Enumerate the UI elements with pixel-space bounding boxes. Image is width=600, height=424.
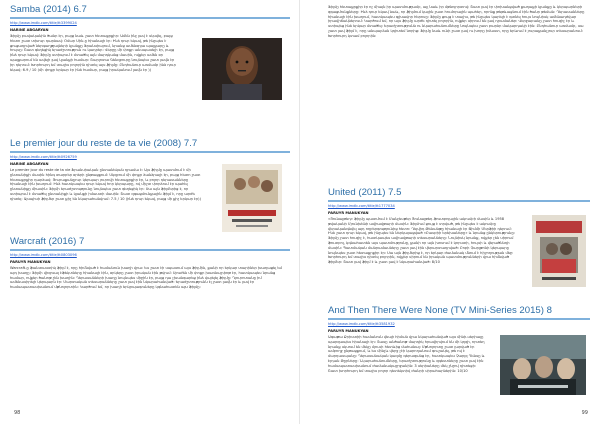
movie-entry-warcraft	[10, 236, 290, 290]
movie-title: Le premier jour du reste de ta vie (2008) 7.7	[10, 138, 198, 149]
review-text	[328, 217, 518, 265]
movie-title: And Then There Were None (TV Mini-Series 2015) 8	[328, 305, 552, 316]
movie-entry-and-then-there-were-none	[328, 305, 590, 373]
movie-entry-united	[328, 187, 590, 305]
reviewer-name: PARUYR MANUKYAN	[10, 260, 51, 264]
poster-art	[222, 164, 282, 232]
imdb-link[interactable]: http://www.imdb.com/title/tt0803096	[10, 253, 77, 257]
imdb-link[interactable]: http://www.imdb.com/title/tt3399024	[10, 21, 77, 25]
poster-art	[202, 38, 282, 100]
poster-art	[532, 215, 586, 287]
title-rule	[328, 200, 590, 202]
title-rule	[328, 318, 590, 320]
movie-poster-united	[532, 215, 586, 287]
movie-entry-le-premier-jour	[10, 138, 290, 236]
review-text	[328, 335, 486, 373]
review-paragraph: Le premier jour du reste de ta vie Ֆրանսիական ընտանեկան դրամա է: Այս ֆիլմը պատմում է մի ընտանիքի մասին հինգ տարբեր օրերի ընթացքում: Սկզբում մի փոքր ձանձրալի էր, բայց հետո շատ հետաքրքիր դարձավ: Յուրաքանչյուր կերպար յուրովի հետաքրքիր էր, և բոլոր դերասանները հիանալի էին խաղում: Ինձ հատկապես դուր եկավ հոր կերպարը, ով միշտ փորձում էր պահել ընտանիքը միասին: Ֆիլմի երաժշտությունը նույնպես շատ գեղեցիկ էր: Սա այն ֆիլմերից է, որ ստիպում է մտածել ընտանիքի և կյանքի իմաստի մասին: Շատ զգացմունքային ֆիլմ է, որը արժե դիտել: Այսպիսի ֆիլմեր շատ քիչ են նկարահանվում: 7.5 / 10 (ինձ դուր եկավ, բայց մի քիչ երկար էր))	[10, 168, 201, 201]
poster-art	[500, 335, 586, 395]
movie-poster-samba	[202, 38, 282, 100]
title-rule	[10, 17, 290, 19]
reviewer-name: NARINE ABGARYAN	[10, 28, 49, 32]
reviewer-name: PARUYR MANUKYAN	[328, 329, 369, 333]
review-paragraph: Warcraft-ը ֆանտաստիկ ֆիլմ է, որը հիմնված է համանուն խաղի վրա: Ես շատ էի սպասում այս ֆիլմին, քանի որ երկար տարիներ խաղացել եմ այդ խաղը: Ֆիլմի վիզուալ էֆեկտները հիանալի էին, օրկերը շատ իրական էին թվում: Սյուժեն մի փոքր խառնաշփոթ էր, հատկապես նրանց համար, ովքեր ծանոթ չեն խաղին: Դերասանների խաղը նույնպես միջին էր, բայց դա չխանգարեց ինձ վայելել ֆիլմը: Դյուրոտանը իմ ամենասիրելի կերպարն էր: Մարտական տեսարանները շատ լավ էին նկարահանված: Երաժշտությունն էլ շատ լավն էր և լավ էր համապատասխանում մթնոլորտին: Կարծում եմ, որ խաղի երկրպագուները կգնահատեն այս ֆիլմը:	[10, 266, 282, 290]
review-paragraph: Ֆիլմը հետաքրքիր էր ոչ միայն իր պատմությամբ, այլ նաև իր մթնոլորտով: Շատ լավ էր փոխանցված քաղաքի կյանքը և կերպարների զգացմունքները: Ինձ դուր եկավ նաև, որ ֆիլմում կային շատ հումորային պահեր, որոնք թեթևացնում էին ծանր թեման: Դերասանները հիանալի էին խաղում, հատկապես գլխավոր հերոսը: Ֆիլմը ցույց է տալիս, թե ինչպես կարելի է գտնել հույս նույնիսկ ամենադժվար իրավիճակներում: Կարծում եմ, որ այս ֆիլմը արժե դիտել բոլորին, ովքեր սիրում են լավ դրամաներ: Վերջաբանը շատ հուզիչ էր և ստիպեց ինձ երկար մտածել: Երաժշտությունն ու նկարահանումները նույնպես շատ բարձր մակարդակի էին: Ընդհանուր առմամբ, սա շատ լավ ֆիլմ է, որը անպայման կդիտեմ նորից: Ֆիլմը նաև ունի շատ լավ ու խորը իմաստ, որը երևում է յուրաքանչյուր տեսարանում: Խորհուրդ կտամ բոլորին:	[328, 5, 585, 38]
review-text	[10, 168, 206, 202]
review-paragraph: Ագաթա Քրիստիի համանուն վեպի հիման վրա նկարահանված այս մինի-սերիալը պարզապես հիանալի էր: Տասը անծանոթ մարդիկ հրավիրվում են մի կղզի, որտեղ նրանք սկսում են մեկը մյուսի հետևից մահանալ: Մթնոլորտը շատ լարված էր ամբողջ ընթացքում, և ես մինչև վերջ չէի կարողանում գուշակել, թե ով է մարդասպանը: Դերասանական կազմը գերազանց էր, հատկապես Չարլզ Դենսը և Էյդան Թըրները: Նկարահանումները, երաժշտությունը և զգեստները շատ լավ էին համապատասխանում ժամանակաշրջանին: 3 սերիաները մեկ շնչով դիտեցի: Շատ խորհուրդ եմ տալիս բոլոր դետեկտիվ ժանրի սիրահարներին: 10/10	[328, 335, 485, 373]
movie-poster-and-then-there-were-none	[500, 335, 586, 395]
page-number: 99	[581, 410, 588, 416]
review-text	[10, 266, 282, 290]
movie-title: United (2011) 7.5	[328, 187, 402, 198]
review-paragraph: Ֆիլմը բավականին ծանր էր, բայց նաև շատ հետաքրքիր: Ամեն ինչ լավ է սկսվել, բայց հետո շատ տխուր դարձավ: Օմար Սին-ը հիանալի էր: Ինձ դուր եկավ, թե ինչպես է ցուցադրված ներգաղթյալների կյանքը Ֆրանսիայում, նրանց ամենօրյա պայքարը և հույսը: Շատ գեղեցիկ երաժշտություն ու կադրեր: Վերջը մի փոքր անսպասելի էր, բայց ինձ դուր եկավ: Ֆիլմը ստիպում է մտածել այն մարդկանց մասին, ովքեր ամեն օր պայքարում են ավելի լավ կյանքի համար: Շարլոտա Գենզբուրը նույնպես շատ լավն էր իր դերում: Խորհուրդ եմ տալիս բոլորին դիտել այս ֆիլմը: Ընդհանուր առմամբ ինձ դուր եկավ: 6.9 / 10 (մի փոքր երկար էր ինձ համար, բայց իրականում լավն էր ))	[10, 34, 176, 72]
title-rule	[10, 151, 290, 153]
imdb-link[interactable]: http://www.imdb.com/title/tt3581932	[328, 322, 395, 326]
movie-entry-samba	[10, 4, 290, 138]
movie-title: Samba (2014) 6.7	[10, 4, 87, 15]
page-number: 98	[14, 410, 21, 416]
imdb-link[interactable]: http://www.imdb.com/title/tt0926759	[10, 155, 77, 159]
reviewer-name: PARUYR MANUKYAN	[328, 211, 369, 215]
title-rule	[10, 249, 290, 251]
right-page	[300, 0, 600, 424]
movie-poster-le-premier-jour	[222, 164, 282, 232]
reviewer-name: NARINE ABGARYAN	[10, 162, 49, 166]
movie-title: Warcraft (2016) 7	[10, 236, 85, 247]
imdb-link[interactable]: http://www.imdb.com/title/tt1777034	[328, 204, 395, 208]
review-paragraph: «Յունայթեդ» ֆիլմը պատմում է Մանչեսթեր Յունայթեդ ֆուտբոլային ակումբի մասին և 1958 թվականի Մյունխենի ավիավթարի մասին: Ֆիլմում ցույց է տրված, թե ինչպես է ակումբը վերականգնվել այդ ողբերգությունից հետո: Դեյվիդ Թենանթը հիանալի էր Ջիմմի Մերֆիի դերում: Ինձ շատ դուր եկավ, թե ինչպես են ներկայացված «Բասբիի երեխաները» և նրանց ընկերությունը: Ֆիլմը շատ հուզիչ է, հատկապես ավիավթարի տեսարանները: Նույնիսկ նրանք, ովքեր չեն սիրում ֆուտբոլ, կգնահատեն այս պատմությունը, քանի որ այն խոսում է կորստի, հույսի և վերածննդի մասին: Պատմական մանրամասները շատ լավ էին վերարտադրված: Բոբի Չարլթոնի կերպարը նույնպես շատ հետաքրքիր էր: Սա այն ֆիլմերից է, որ երկար ժամանակ մնում է հիշողության մեջ: Խորհուրդ եմ տալիս դիտել բոլորին, ովքեր սիրում են իրական պատմությունների վրա հիմնված ֆիլմեր: Շատ լավ ֆիլմ է և շատ լավ է նկարահանված: 8/10	[328, 217, 515, 265]
continued-review-text	[328, 5, 586, 149]
review-text	[10, 34, 180, 72]
